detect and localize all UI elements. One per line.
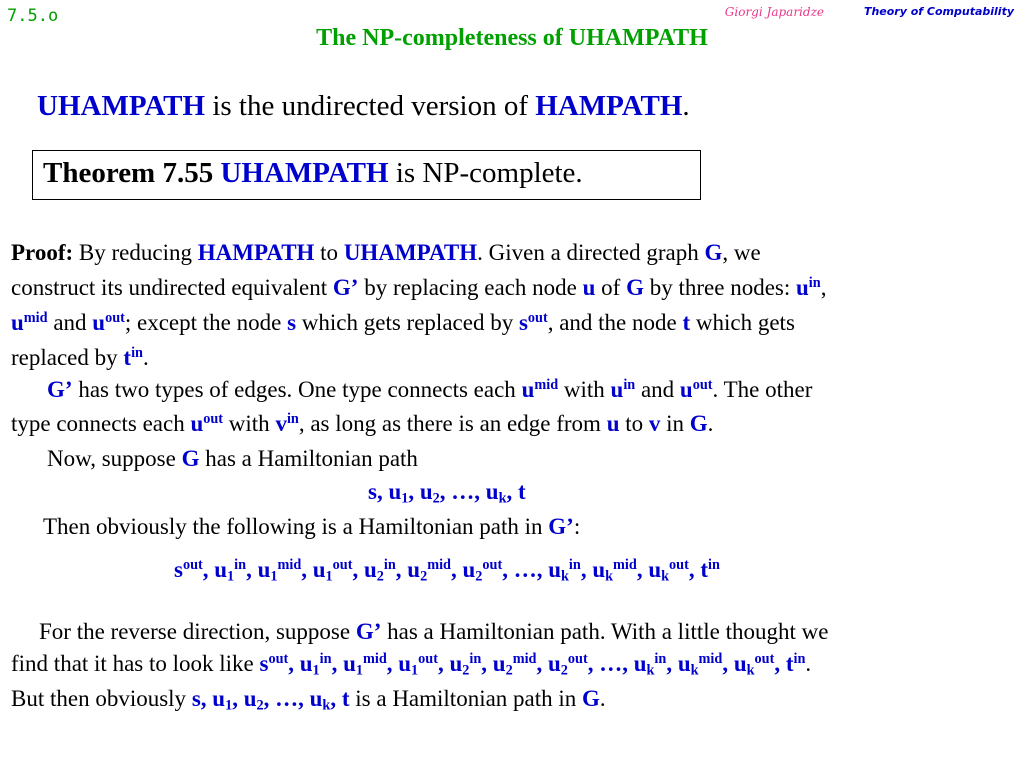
hamiltonian-path-g: s, $u_1$, $u_2$, …, $u_k$, t [368,479,526,507]
intro-text: is the undirected version of [205,90,536,122]
header-author: Giorgi Japaridze [724,5,824,19]
proof-label: Proof: [11,240,74,265]
intro-end: . [682,90,690,122]
proof-line-2: construct its undirected equivalent G’ by replacing each node u of G by three nodes: $u^{in}$, [11,275,827,300]
proof-line-6: type connects each $u^{out}$ with $v^{in}$, as long as there is an edge from u to v in G. [11,411,714,436]
gprime-path-inline: $s^{out}$, $u_1^{in}$, $u_1^{mid}$, $u_1^{out}$, $u_2^{in}$, $u_2^{mid}$, $u_2^{out}$, …, $u_k^{in}$, $u_k^{mid}$, $u_k^{out}$, $t^{in}$ [259,651,806,679]
theorem-text: is NP-complete. [388,157,583,189]
intro-sentence [37,90,690,123]
term-hampath: HAMPATH [535,90,683,122]
theorem-term: UHAMPATH [220,157,389,189]
slide-number: 7.5.o [7,6,59,26]
proof-line-4: replaced by $t^{in}$. [11,345,149,370]
proof-line-8: Then obviously the following is a Hamiltonian path in G’: [43,514,581,539]
theorem-statement [43,157,583,190]
hamiltonian-path-gprime: $s^{out}$, $u_1^{in}$, $u_1^{mid}$, $u_1^{out}$, $u_2^{in}$, $u_2^{mid}$, $u_2^{out}$, …, $u_k^{in}$, $u_k^{mid}$, $u_k^{out}$, $t^{in}$ [174,557,720,585]
proof-line-10: find that it has to look like $s^{out}$, $u_1^{in}$, $u_1^{mid}$, $u_1^{out}$, $u_2^{in}$, $u_2^{mid}$, $u_2^{out}$, …, $u_k^{in}$, $u_k^{mid}$, $u_k^{out}$, $t^{in}$. [11,651,812,679]
theorem-label: Theorem 7.55 [43,157,214,189]
proof-line-11: But then obviously s, $u_1$, $u_2$, …, $u_k$, t is a Hamiltonian path in G. [11,686,606,714]
term-uhampath: UHAMPATH [37,90,206,122]
proof-line-7: Now, suppose G has a Hamiltonian path [47,446,418,471]
proof-line-9: For the reverse direction, suppose G’ has a Hamiltonian path. With a little thought we [39,619,829,644]
proof-line-1: Proof: By reducing HAMPATH to UHAMPATH. Given a directed graph G, we [11,240,761,265]
header-course: Theory of Computability [863,5,1014,18]
slide-title: The NP-completeness of UHAMPATH [316,25,708,51]
proof-line-3: $u^{mid}$ and $u^{out}$; except the node s which gets replaced by $s^{out}$, and the node t which gets [11,310,795,335]
g-path-inline: s, $u_1$, $u_2$, …, $u_k$, t [191,686,350,714]
proof-line-5: G’ has two types of edges. One type connects each $u^{mid}$ with $u^{in}$ and $u^{out}$. The other [47,377,813,402]
